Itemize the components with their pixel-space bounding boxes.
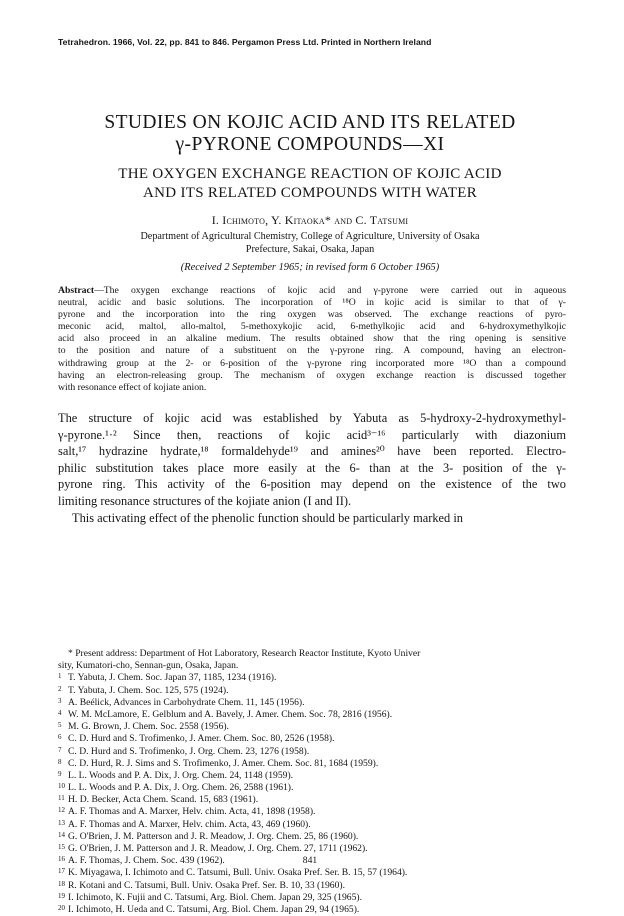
abstract-line: neutral, acidic and basic solutions. The incorporation of ¹⁸O in kojic acid is similar to that of γ- [58, 297, 566, 309]
abstract [58, 285, 566, 394]
reference-item [58, 758, 566, 770]
reference-text: H. D. Becker, Acta Chem. Scand. 15, 683 (1961). [68, 794, 259, 806]
reference-text: C. D. Hurd and S. Trofimenko, J. Amer. Chem. Soc. 80, 2526 (1958). [68, 733, 335, 745]
paper-title-line-1: STUDIES ON KOJIC ACID AND ITS RELATED [104, 112, 516, 133]
page-number: 841 [302, 855, 318, 866]
reference-text: M. G. Brown, J. Chem. Soc. 2558 (1956). [68, 721, 229, 733]
author-names: I. Ichimoto, Y. Kitaoka* and C. Tatsumi [211, 213, 409, 227]
affiliation-line-1: Department of Agricultural Chemistry, College of Agriculture, University of Osaka [140, 231, 480, 242]
abstract-line: to the position and nature of a substituent on the γ-pyrone ring. A compound, having an electron- [58, 345, 566, 357]
body-line: The structure of kojic acid was established by Yabuta as 5-hydroxy-2-hydroxymethyl- [58, 411, 566, 425]
reference-text: G. O'Brien, J. M. Patterson and J. R. Meadow, J. Org. Chem. 25, 86 (1960). [68, 830, 359, 842]
reference-item [58, 672, 566, 684]
reference-text: A. F. Thomas and A. Marxer, Helv. chim. Acta, 41, 1898 (1958). [68, 806, 316, 818]
reference-number: 10 [58, 782, 65, 791]
reference-number: 6 [58, 733, 62, 742]
reference-list [58, 672, 566, 916]
abstract-text: —The oxygen exchange reactions of kojic acid and γ-pyrone were carried out in aqueous [94, 285, 566, 296]
reference-number: 1 [58, 672, 62, 681]
reference-text: W. M. McLamore, E. Gelblum and A. Bavely, J. Amer. Chem. Soc. 78, 2816 (1956). [68, 708, 393, 720]
paper-title-line-2: γ-PYRONE COMPOUNDS—XI [175, 134, 445, 155]
reference-item [58, 819, 566, 831]
reference-number: 9 [58, 769, 62, 778]
reference-item [58, 709, 566, 721]
reference-number: 16 [58, 855, 65, 864]
abstract-line [58, 285, 566, 297]
reference-number: 12 [58, 806, 65, 815]
footnotes-and-references [58, 648, 566, 916]
reference-item [58, 721, 566, 733]
body-line: philic substitution takes place more easily at the 6- than at the 3- position of the γ- [58, 460, 566, 475]
reference-number: 17 [58, 867, 65, 876]
reference-item [58, 880, 566, 892]
body-line: γ-pyrone.¹·² Since then, reactions of kojic acid³⁻¹⁶ particularly with diazonium [58, 427, 566, 442]
reference-number: 19 [58, 891, 65, 900]
reference-item [58, 867, 566, 879]
reference-text: C. D. Hurd, R. J. Sims and S. Trofimenko, J. Amer. Chem. Soc. 81, 1684 (1959). [68, 757, 379, 769]
paper-subtitle-line-2: AND ITS RELATED COMPOUNDS WITH WATER [143, 185, 477, 201]
reference-item [58, 892, 566, 904]
reference-number: 7 [58, 745, 62, 754]
reference-number: 2 [58, 684, 62, 693]
reference-item [58, 831, 566, 843]
author-list [70, 213, 550, 228]
reference-text: G. O'Brien, J. M. Patterson and J. R. Meadow, J. Org. Chem. 27, 1711 (1962). [68, 843, 368, 854]
footnote-line: sity, Kumatori-cho, Sennan-gun, Osaka, Japan. [58, 660, 239, 672]
journal-header: Tetrahedron. 1966, Vol. 22, pp. 841 to 846. Pergamon Press Ltd. Printed in Northern Ireland [58, 37, 432, 47]
reference-text: I. Ichimoto, K. Fujii and C. Tatsumi, Arg. Biol. Chem. Japan 29, 325 (1965). [68, 891, 362, 903]
abstract-line: withdrawing group at the 2- or 6-position of the γ-pyrone ring incorporated more ¹⁸O than a compound [58, 357, 566, 369]
reference-number: 13 [58, 818, 65, 827]
reference-number: 18 [58, 879, 65, 888]
reference-item [58, 782, 566, 794]
reference-number: 4 [58, 708, 62, 717]
received-date: (Received 2 September 1965; in revised form 6 October 1965) [180, 262, 440, 273]
body-text [58, 410, 566, 526]
reference-number: 5 [58, 721, 62, 730]
affiliation-line-2: Prefecture, Sakai, Osaka, Japan [245, 244, 375, 255]
reference-item [58, 733, 566, 745]
reference-item [58, 697, 566, 709]
reference-text: R. Kotani and C. Tatsumi, Bull. Univ. Osaka Pref. Ser. B. 10, 33 (1960). [68, 879, 345, 891]
reference-text: A. Beélick, Advances in Carbohydrate Chem. 11, 145 (1956). [68, 696, 305, 708]
body-line: pyrone ring. This activity of the 6-position may depend on the existence of the two [58, 477, 566, 492]
paper-subtitle-line-1: THE OXYGEN EXCHANGE REACTION OF KOJIC ACID [118, 166, 502, 182]
reference-number: 11 [58, 794, 65, 803]
abstract-label: Abstract [58, 285, 95, 296]
reference-text: K. Miyagawa, I. Ichimoto and C. Tatsumi, Bull. Univ. Osaka Pref. Ser. B. 15, 57 (1964). [68, 867, 408, 879]
body-line: This activating effect of the phenolic function should be particularly marked in [72, 510, 463, 525]
abstract-line: having an electron-releasing group. The mechanism of oxygen exchange reaction is discussed together [58, 369, 566, 381]
body-line: limiting resonance structures of the kojiate anion (I and II). [58, 493, 352, 508]
reference-item [58, 806, 566, 818]
reference-item [58, 685, 566, 697]
abstract-line: pyrone and the incorporation into the ring oxygen was observed. The exchange reactions of pyro- [58, 309, 566, 321]
reference-number: 15 [58, 843, 65, 851]
reference-text: L. L. Woods and P. A. Dix, J. Org. Chem. 24, 1148 (1959). [68, 769, 294, 781]
abstract-line: meconic acid, maltol, allo-maltol, 5-methoxykojic acid, 6-methylkojic acid and 6-hydroxymethylkojic [58, 321, 566, 333]
reference-text: A. F. Thomas, J. Chem. Soc. 439 (1962). [68, 855, 225, 867]
reference-number: 3 [58, 696, 62, 705]
reference-item [58, 746, 566, 758]
reference-text: T. Yabuta, J. Chem. Soc. Japan 37, 1185, 1234 (1916). [68, 672, 277, 684]
reference-item [58, 904, 566, 916]
body-line: salt,¹⁷ hydrazine hydrate,¹⁸ formaldehyde¹⁹ and amines²⁰ have been reported. Electro- [58, 444, 566, 459]
reference-number: 14 [58, 830, 65, 839]
reference-item [58, 770, 566, 782]
reference-text: I. Ichimoto, H. Ueda and C. Tatsumi, Arg. Biol. Chem. Japan 29, 94 (1965). [68, 903, 360, 915]
reference-text: L. L. Woods and P. A. Dix, J. Org. Chem. 26, 2588 (1961). [68, 782, 294, 794]
reference-text: A. F. Thomas and A. Marxer, Helv. chim. Acta, 43, 469 (1960). [68, 818, 311, 830]
abstract-line: acid also proceed in an alkaline medium. The results obtained show that the ring opening is sensitive [58, 333, 566, 345]
reference-text: T. Yabuta, J. Chem. Soc. 125, 575 (1924). [68, 684, 229, 696]
footnote-line: * Present address: Department of Hot Laboratory, Research Reactor Institute, Kyoto Univer [68, 648, 421, 659]
reference-item [58, 794, 566, 806]
reference-number: 20 [58, 903, 65, 912]
reference-text: C. D. Hurd and S. Trofimenko, J. Org. Chem. 23, 1276 (1958). [68, 745, 310, 757]
reference-number: 8 [58, 757, 62, 766]
reference-item [58, 843, 566, 855]
abstract-line: with resonance effect of kojiate anion. [58, 381, 207, 393]
